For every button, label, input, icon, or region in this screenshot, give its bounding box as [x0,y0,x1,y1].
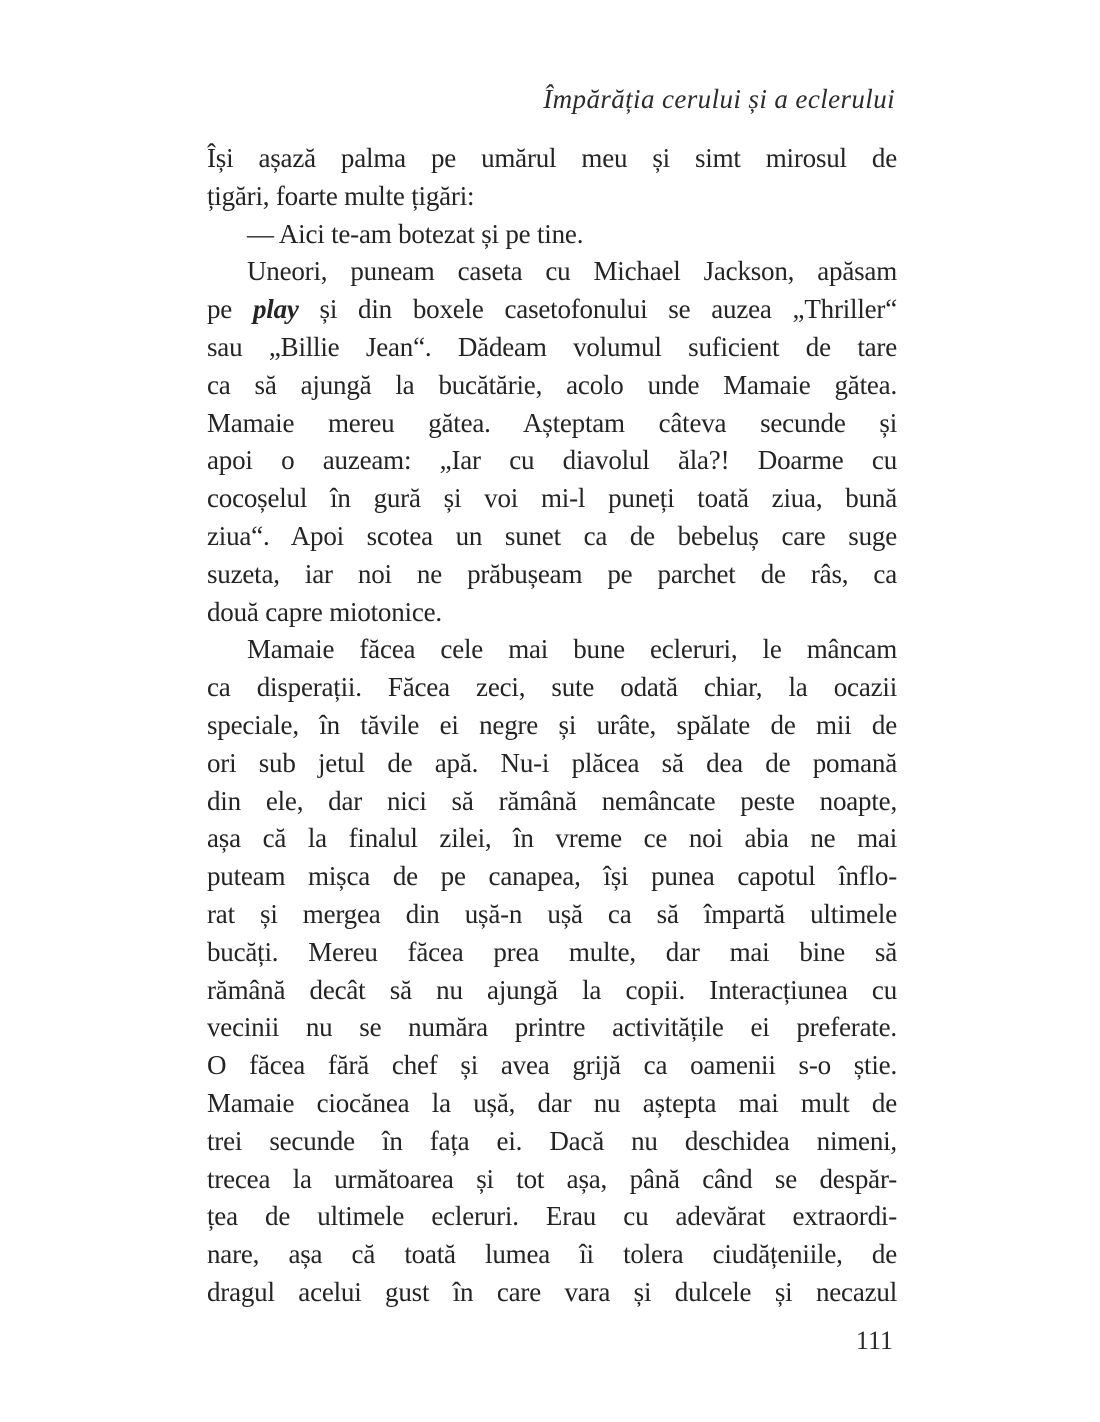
text-line [207,556,897,594]
text-line [207,1085,897,1123]
text-line [207,178,897,216]
text-line [207,669,897,707]
text-line [207,367,897,405]
text-line-content: dragul acelui gust în care vara și dulcele și necazul [207,1276,897,1307]
text-line [207,1236,897,1274]
text-line [207,783,897,821]
text-line [207,1198,897,1236]
text-line-content: Mamaie mereu gătea. Așteptam câteva secunde și [207,407,897,438]
text-line-content: suzeta, iar noi ne prăbușeam pe parchet de râs, ca [207,558,897,589]
text-line [207,972,897,1010]
text-line-content: ca să ajungă la bucătărie, acolo unde Mamaie gătea. [207,369,897,400]
text-line-content: Mamaie ciocănea la ușă, dar nu aștepta mai mult de [207,1087,897,1118]
running-head: Împărăția cerului și a eclerului [543,84,895,114]
emphasized-word: play [252,294,299,325]
text-line-content: trei secunde în fața ei. Dacă nu deschidea nimeni, [207,1125,897,1156]
text-line-content: rat și mergea din ușă-n ușă ca să împartă ultimele [207,898,897,929]
text-line [207,291,897,329]
text-line [207,1161,897,1199]
text-line [207,329,897,367]
text-line-content: Uneori, puneam caseta cu Michael Jackson, apăsam [247,256,897,287]
text-line-content: vecinii nu se număra printre activitățile ei preferate. [207,1012,897,1043]
text-line [207,896,897,934]
text-line [207,1047,897,1085]
text-line-content: nare, așa că toată lumea îi tolera ciudățeniile, de [207,1239,897,1270]
text-line [207,631,897,669]
text-line-content: ziua“. Apoi scotea un sunet ca de bebeluș care suge [207,520,897,551]
text-line-content: puteam mișca de pe canapea, își punea capotul înflo- [207,861,897,892]
text-line [207,518,897,556]
text-block [207,140,897,1312]
text-line [207,820,897,858]
text-line-content: pe play și din boxele casetofonului se auzea „Thriller“ [207,294,897,325]
text-line [207,140,897,178]
text-line-content: Își așază palma pe umărul meu și simt mirosul de [207,143,897,173]
text-line [207,405,897,443]
text-line [207,1123,897,1161]
text-line [207,594,897,632]
text-line-content: sau „Billie Jean“. Dădeam volumul suficient de tare [207,331,897,362]
text-line-content: trecea la următoarea și tot așa, până când se despăr- [207,1163,897,1194]
text-line [207,480,897,518]
text-line [207,1274,897,1312]
text-line [207,1009,897,1047]
text-line-content: așa că la finalul zilei, în vreme ce noi abia ne mai [207,823,897,854]
text-line-content: din ele, dar nici să rămână nemâncate peste noapte, [207,785,897,816]
text-line [207,707,897,745]
page-number: 111 [855,1326,893,1355]
text-line-content: țea de ultimele ecleruri. Erau cu adevărat extraordi- [207,1201,897,1232]
text-line-content: țigări, foarte multe țigări: [207,180,475,211]
text-line-content: O făcea fără chef și avea grijă ca oamenii s-o știe. [207,1050,897,1081]
text-line-content: Mamaie făcea cele mai bune ecleruri, le mâncam [247,634,897,665]
text-line [207,216,897,254]
text-line-content: ori sub jetul de apă. Nu-i plăcea să dea de pomană [207,747,897,778]
text-line [207,745,897,783]
text-line [207,934,897,972]
text-line-content: două capre miotonice. [207,596,442,627]
text-line [207,442,897,480]
text-line-content: bucăți. Mereu făcea prea multe, dar mai bine să [207,936,897,967]
text-line [207,858,897,896]
text-line-content: apoi o auzeam: „Iar cu diavolul ăla?! Doarme cu [207,445,897,476]
text-line-content: ca disperații. Făcea zeci, sute odată chiar, la ocazii [207,672,897,703]
text-line-content: — Aici te-am botezat și pe tine. [247,218,584,249]
text-line [207,253,897,291]
text-line-content: rămână decât să nu ajungă la copii. Interacțiunea cu [207,974,897,1005]
text-line-content: cocoșelul în gură și voi mi-l puneți toată ziua, bună [207,483,897,514]
text-line-content: speciale, în tăvile ei negre și urâte, spălate de mii de [207,709,897,740]
